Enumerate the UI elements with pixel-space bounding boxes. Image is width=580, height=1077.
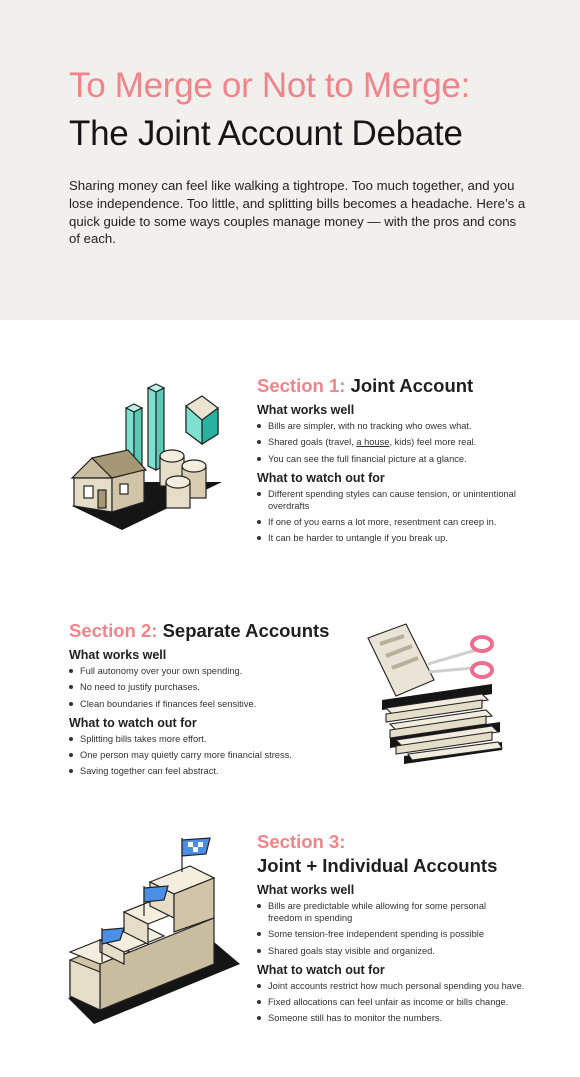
list-item <box>257 436 557 448</box>
watch-out-heading: What to watch out for <box>257 470 385 485</box>
works-well-heading: What works well <box>257 883 355 897</box>
list-item: You can see the full financial picture at a glance. <box>257 453 557 465</box>
watch-out-list <box>257 488 527 545</box>
watch-out-list <box>69 733 369 778</box>
page-title-line1: To Merge or Not to Merge: <box>69 66 470 105</box>
watch-out-heading: What to watch out for <box>69 715 197 730</box>
list-item: No need to justify purchases. <box>69 681 369 693</box>
section-name: Joint + Individual Accounts <box>257 855 498 876</box>
intro-paragraph: Sharing money can feel like walking a tightrope. Too much together, and you lose independence. Too little, and splitting bills becomes a headache. Here’s a quick guide to some ways couples manage money — with the pros and cons of each. <box>69 178 526 247</box>
page-title-line2: The Joint Account Debate <box>69 114 463 153</box>
section-joint-individual-accounts <box>257 830 557 1028</box>
list-item: Fixed allocations can feel unfair as income or bills change. <box>257 996 557 1008</box>
list-item: Different spending styles can cause tension, or unintentional overdrafts <box>257 488 527 512</box>
works-well-list <box>257 900 507 957</box>
section-joint-account <box>257 374 557 548</box>
list-item: Bills are simpler, with no tracking who owes what. <box>257 420 557 432</box>
section-name: Joint Account <box>350 375 474 396</box>
list-item: Shared goals stay visible and organized. <box>257 945 507 957</box>
list-item: It can be harder to untangle if you break up. <box>257 532 527 544</box>
watch-out-list <box>257 980 557 1025</box>
list-item: Some tension-free independent spending is possible <box>257 928 507 940</box>
section-heading <box>257 374 557 397</box>
section-separate-accounts <box>69 619 369 781</box>
list-item-text: Shared goals (travel, <box>268 437 357 448</box>
stairs-flags-illustration <box>64 832 244 1032</box>
section-heading <box>69 619 369 642</box>
list-item: One person may quietly carry more financial stress. <box>69 749 369 761</box>
list-item-text: , kids) feel more real. <box>389 437 477 448</box>
list-item: Clean boundaries if finances feel sensitive. <box>69 698 369 710</box>
list-item: Full autonomy over your own spending. <box>69 665 369 677</box>
receipt-scissors-illustration <box>352 620 512 780</box>
list-item: Joint accounts restrict how much personal spending you have. <box>257 980 557 992</box>
list-item: Splitting bills takes more effort. <box>69 733 369 745</box>
section-name: Separate Accounts <box>162 620 330 641</box>
a-house-link[interactable]: a house <box>356 437 390 448</box>
list-item: Saving together can feel abstract. <box>69 765 369 777</box>
works-well-heading: What works well <box>69 648 167 662</box>
works-well-heading: What works well <box>257 403 355 417</box>
works-well-list <box>69 665 369 710</box>
watch-out-heading: What to watch out for <box>257 962 385 977</box>
section-number: Section 3: <box>257 831 346 852</box>
hero-banner <box>0 0 580 320</box>
list-item: Someone still has to monitor the numbers. <box>257 1012 557 1024</box>
section-number: Section 2: <box>69 620 158 641</box>
list-item: If one of you earns a lot more, resentment can creep in. <box>257 516 527 528</box>
section-number: Section 1: <box>257 375 346 396</box>
house-chart-coins-illustration <box>62 378 242 538</box>
list-item: Bills are predictable while allowing for some personal freedom in spending <box>257 900 507 924</box>
works-well-list <box>257 420 557 465</box>
